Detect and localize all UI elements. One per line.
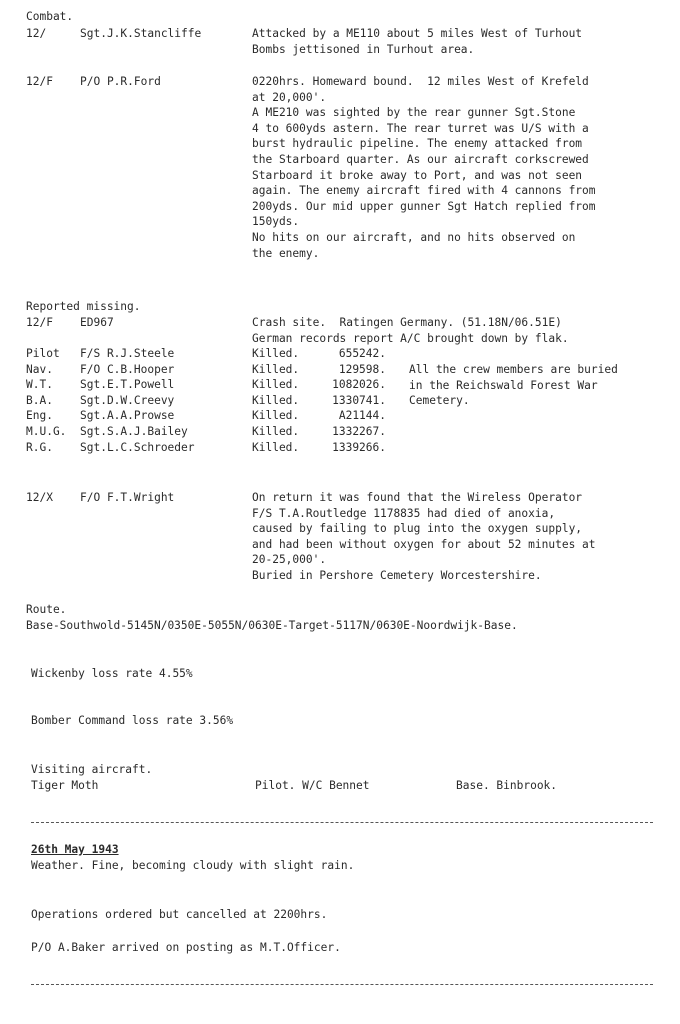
visiting-heading: Visiting aircraft. xyxy=(31,763,153,776)
combat-entry-1-crew: Sgt.J.K.Stancliffe xyxy=(80,27,202,40)
missing-heading: Reported missing. xyxy=(26,300,141,313)
crew-status: Killed. xyxy=(252,378,300,392)
crew-name: F/S R.J.Steele xyxy=(80,347,175,360)
crew-status: Killed. xyxy=(252,393,300,407)
day-date: 26th May 1943 xyxy=(31,843,119,856)
anoxia-line: F/S T.A.Routledge 1178835 had died of anoxia, xyxy=(252,506,556,520)
missing-serial: ED967 xyxy=(80,316,114,329)
crew-name: Sgt.D.W.Creevy xyxy=(80,393,175,407)
crew-numbers xyxy=(310,346,386,455)
combat-entry-2-text xyxy=(252,74,596,261)
burial-note-line: All the crew members are buried xyxy=(409,363,618,376)
crew-role: Pilot xyxy=(26,347,60,360)
crew-name: Sgt.E.T.Powell xyxy=(80,378,175,392)
crew-status: Killed. xyxy=(252,347,300,360)
burial-note-line: Cemetery. xyxy=(409,394,470,408)
combat-entry-2-line: A ME210 was sighted by the rear gunner Sgt.Stone xyxy=(252,106,576,120)
missing-site-line: Crash site. Ratingen Germany. (51.18N/06.51E) xyxy=(252,316,562,329)
combat-entry-2-line: 4 to 600yds astern. The rear turret was U/S with a xyxy=(252,121,589,135)
combat-entry-2-line: No hits on our aircraft, and no hits observed on xyxy=(252,230,576,244)
crew-number: 655242. xyxy=(338,347,386,360)
crew-number: A21144. xyxy=(338,409,386,423)
crew-name: Sgt.A.A.Prowse xyxy=(80,409,175,423)
crew-status: Killed. xyxy=(252,409,300,423)
crew-role: W.T. xyxy=(26,378,53,392)
crew-roles xyxy=(26,346,66,455)
crew-name: Sgt.L.C.Schroeder xyxy=(80,440,195,454)
combat-entry-1-line: Bombs jettisoned in Turhout area. xyxy=(252,42,475,56)
anoxia-line: 20-25,000'. xyxy=(252,553,327,567)
combat-entry-2-line: at 20,000'. xyxy=(252,90,327,104)
crew-number: 129598. xyxy=(338,362,386,376)
combat-entry-2-line: again. The enemy aircraft fired with 4 cannons from xyxy=(252,184,596,198)
combat-entry-1-line: Attacked by a ME110 about 5 miles West of Turhout xyxy=(252,27,583,40)
crew-role: Nav. xyxy=(26,362,53,376)
anoxia-line: Buried in Pershore Cemetery Worcestershire. xyxy=(252,568,542,582)
combat-entry-1-id: 12/ xyxy=(26,27,47,40)
combat-entry-2-line: 200yds. Our mid upper gunner Sgt Hatch replied from xyxy=(252,199,596,213)
combat-entry-2-line: Starboard it broke away to Port, and was not seen xyxy=(252,168,583,182)
crew-number: 1332267. xyxy=(332,424,386,438)
crew-names xyxy=(80,346,195,455)
crew-number: 1339266. xyxy=(332,440,386,454)
combat-entry-2-line: the Starboard quarter. As our aircraft corkscrewed xyxy=(252,152,589,166)
anoxia-line: caused by failing to plug into the oxygen supply, xyxy=(252,522,583,536)
route-text: Base-Southwold-5145N/0350E-5055N/0630E-Target-5117N/0630E-Noordwijk-Base. xyxy=(26,619,518,632)
day-operations: Operations ordered but cancelled at 2200hrs. xyxy=(31,908,328,921)
combat-entry-2-line: 0220hrs. Homeward bound. 12 miles West of Krefeld xyxy=(252,75,589,88)
combat-entry-2-id: 12/F xyxy=(26,75,53,88)
anoxia-id: 12/X xyxy=(26,491,53,504)
burial-note xyxy=(409,362,618,409)
crew-role: R.G. xyxy=(26,440,53,454)
section-divider xyxy=(31,822,653,823)
anoxia-line: and had been without oxygen for about 52 minutes at xyxy=(252,537,596,551)
crew-status: Killed. xyxy=(252,424,300,438)
day-weather: Weather. Fine, becoming cloudy with slight rain. xyxy=(31,859,355,872)
crew-status: Killed. xyxy=(252,440,300,454)
crew-role: Eng. xyxy=(26,409,53,423)
crew-role: M.U.G. xyxy=(26,424,67,438)
combat-heading: Combat. xyxy=(26,10,74,23)
combat-entry-1-text xyxy=(252,26,582,57)
bomber-command-loss-rate: Bomber Command loss rate 3.56% xyxy=(31,714,234,727)
crew-statuses xyxy=(252,346,299,455)
combat-entry-2-crew: P/O P.R.Ford xyxy=(80,75,161,88)
visiting-pilot: Pilot. W/C Bennet xyxy=(255,779,370,792)
combat-entry-2-line: 150yds. xyxy=(252,215,300,229)
crew-status: Killed. xyxy=(252,362,300,376)
missing-site xyxy=(252,315,569,346)
anoxia-text xyxy=(252,490,596,584)
anoxia-crew: F/O F.T.Wright xyxy=(80,491,175,504)
bottom-divider xyxy=(31,984,653,985)
day-posting: P/O A.Baker arrived on posting as M.T.Officer. xyxy=(31,941,341,954)
crew-number: 1082026. xyxy=(332,378,386,392)
visiting-base: Base. Binbrook. xyxy=(456,779,558,792)
visiting-aircraft: Tiger Moth xyxy=(31,779,99,792)
crew-name: Sgt.S.A.J.Bailey xyxy=(80,424,188,438)
crew-role: B.A. xyxy=(26,393,53,407)
crew-number: 1330741. xyxy=(332,393,386,407)
crew-name: F/O C.B.Hooper xyxy=(80,362,175,376)
missing-id: 12/F xyxy=(26,316,53,329)
wickenby-loss-rate: Wickenby loss rate 4.55% xyxy=(31,667,193,680)
route-heading: Route. xyxy=(26,603,67,616)
combat-entry-2-line: the enemy. xyxy=(252,246,320,260)
missing-site-line: German records report A/C brought down by flak. xyxy=(252,331,569,345)
combat-entry-2-line: burst hydraulic pipeline. The enemy attacked from xyxy=(252,137,583,151)
anoxia-line: On return it was found that the Wireless Operator xyxy=(252,491,583,504)
burial-note-line: in the Reichswald Forest War xyxy=(409,378,598,392)
